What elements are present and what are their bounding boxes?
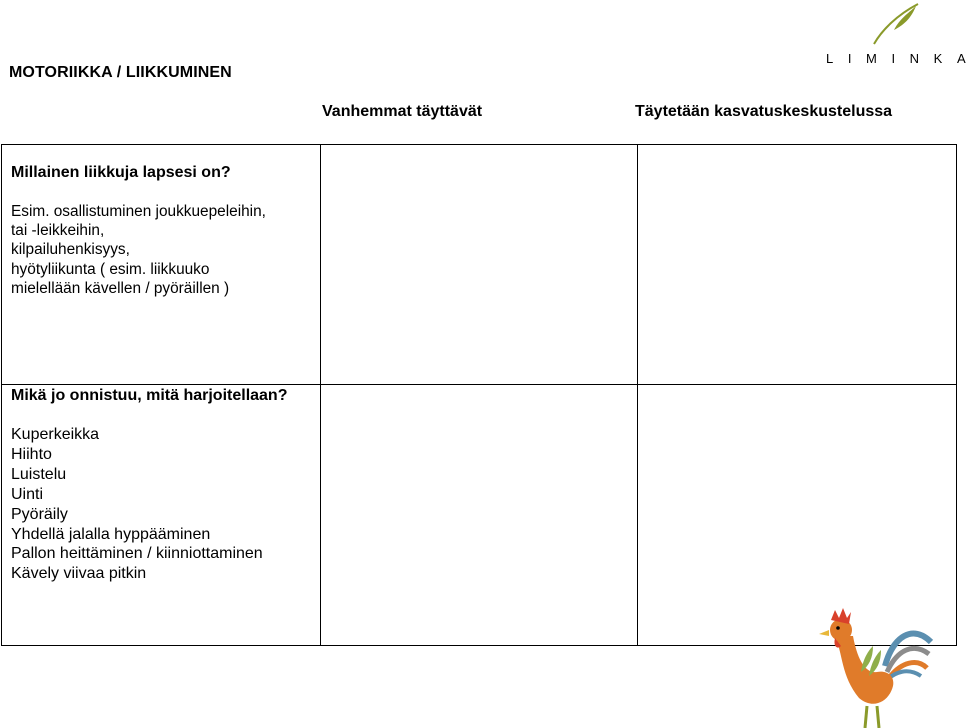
parents-answer-field[interactable] (321, 145, 638, 385)
list-item: Pyöräily (11, 505, 68, 523)
question-label: Mikä jo onnistuu, mitä harjoitellaan? (11, 387, 288, 404)
list-item: Yhdellä jalalla hyppääminen (11, 525, 211, 543)
logo-wordmark: LIMINKA (826, 51, 980, 66)
assessment-table (1, 144, 957, 646)
example-line: mielellään kävellen / pyöräillen ) (11, 279, 230, 297)
column-header-parents: Vanhemmat täyttävät (322, 103, 483, 120)
list-item: Luistelu (11, 465, 67, 483)
parents-answer-field[interactable] (321, 385, 638, 646)
page-title: MOTORIIKKA / LIIKKUMINEN (9, 64, 232, 81)
table-row (2, 145, 957, 385)
discussion-answer-field[interactable] (638, 145, 957, 385)
list-item: Pallon heittäminen / kiinniottaminen (11, 545, 263, 563)
question-cell (2, 145, 321, 385)
example-line: hyötyliikunta ( esim. liikkuuko (11, 260, 210, 278)
list-item: Hiihto (11, 445, 52, 463)
column-header-discussion: Täytetään kasvatuskeskustelussa (635, 103, 893, 120)
example-line: tai -leikkeihin, (11, 222, 105, 240)
example-line: Esim. osallistuminen joukkuepeleihin, (11, 203, 266, 220)
question-cell (2, 385, 321, 646)
skill-list (11, 425, 320, 584)
example-line: kilpailuhenkisyys, (11, 241, 130, 259)
example-text (11, 202, 316, 298)
list-item: Kävely viivaa pitkin (11, 565, 147, 583)
list-item: Kuperkeikka (11, 426, 100, 443)
rooster-icon (813, 606, 933, 728)
list-item: Uinti (11, 485, 44, 503)
question-label: Millainen liikkuja lapsesi on? (11, 164, 231, 181)
